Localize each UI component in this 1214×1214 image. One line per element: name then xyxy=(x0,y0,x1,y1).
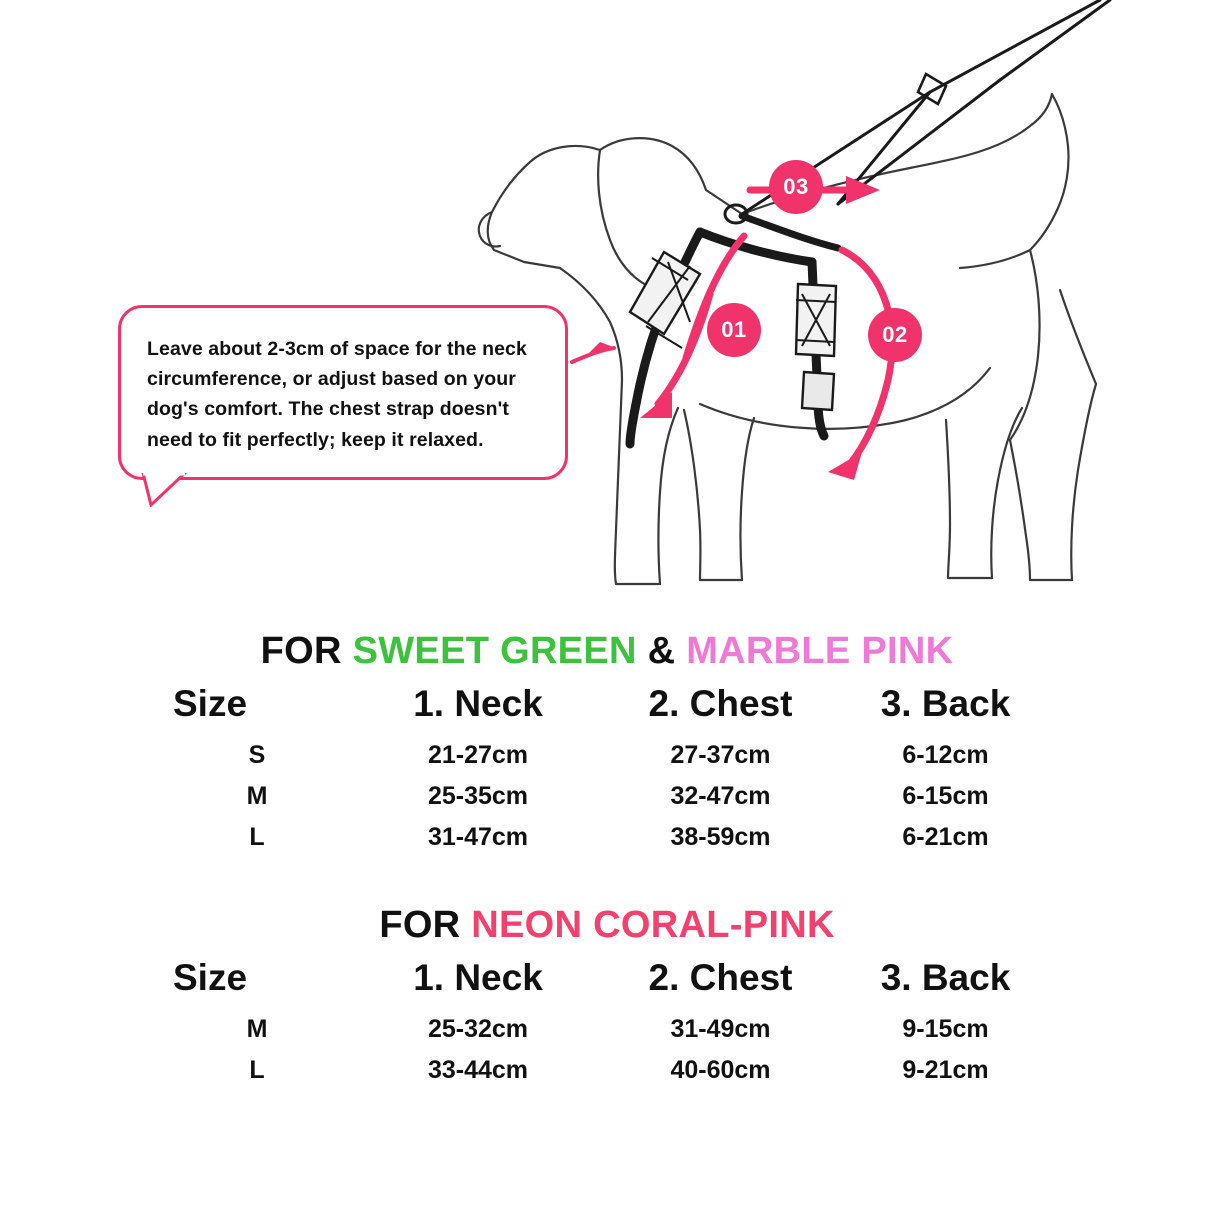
cell-chest: 27-37cm xyxy=(670,741,771,769)
padded-strap-front xyxy=(630,252,700,348)
size-table-block-1 xyxy=(0,630,1214,858)
table-title-1 xyxy=(0,630,1214,673)
cell-size: S xyxy=(248,741,266,769)
cell-back: 6-21cm xyxy=(902,823,989,851)
cell-chest: 32-47cm xyxy=(670,782,771,810)
cell-back: 6-12cm xyxy=(902,741,989,769)
title-part: NEON CORAL-PINK xyxy=(471,904,835,946)
buckle xyxy=(802,372,834,410)
cell-neck: 33-44cm xyxy=(427,1056,529,1084)
header-neck: 1. Neck xyxy=(413,957,543,998)
size-table-1 xyxy=(161,681,1053,858)
title-part: SWEET GREEN xyxy=(352,630,637,672)
cell-size: L xyxy=(249,1056,265,1084)
cell-neck: 25-32cm xyxy=(427,1015,529,1043)
cell-neck: 25-35cm xyxy=(427,782,529,810)
callout-tail xyxy=(141,473,187,507)
cell-chest: 38-59cm xyxy=(670,823,771,851)
table-title-2 xyxy=(0,904,1214,947)
cell-back: 6-15cm xyxy=(902,782,989,810)
cell-size: M xyxy=(246,1015,268,1043)
title-part: MARBLE PINK xyxy=(686,630,954,672)
size-tables xyxy=(0,630,1214,1091)
size-table-2 xyxy=(161,955,1053,1091)
table-row xyxy=(161,817,1053,858)
header-back: 3. Back xyxy=(880,957,1011,998)
header-neck: 1. Neck xyxy=(413,683,543,724)
header-size: Size xyxy=(173,957,248,998)
cell-back: 9-21cm xyxy=(902,1056,989,1084)
size-table-block-2 xyxy=(0,904,1214,1091)
cell-neck: 31-47cm xyxy=(427,823,529,851)
badge-back: 03 xyxy=(769,160,823,214)
header-chest: 2. Chest xyxy=(648,957,793,998)
header-chest: 2. Chest xyxy=(648,683,793,724)
callout-bubble xyxy=(118,305,568,480)
table-header-row xyxy=(161,955,1053,1009)
table-header-row xyxy=(161,681,1053,735)
cell-neck: 21-27cm xyxy=(427,741,529,769)
title-part: & xyxy=(636,630,687,672)
cell-back: 9-15cm xyxy=(902,1015,989,1043)
table-row xyxy=(161,1050,1053,1091)
badge-chest: 02 xyxy=(868,308,922,362)
header-back: 3. Back xyxy=(880,683,1011,724)
table-row xyxy=(161,776,1053,817)
title-part: FOR xyxy=(260,630,353,672)
callout-text: Leave about 2-3cm of space for the neck circumference, or adjust based on your dog's comfort. The chest strap doesn't need to fit perfectly; keep it relaxed. xyxy=(147,338,527,451)
table-row xyxy=(161,1009,1053,1050)
cell-chest: 40-60cm xyxy=(670,1056,771,1084)
header-size: Size xyxy=(173,683,248,724)
cell-size: L xyxy=(249,823,265,851)
title-part: FOR xyxy=(379,904,472,946)
cell-chest: 31-49cm xyxy=(670,1015,771,1043)
badge-neck: 01 xyxy=(707,303,761,357)
table-spacer xyxy=(0,858,1214,904)
padded-strap-chest xyxy=(796,284,836,356)
cell-size: M xyxy=(246,782,268,810)
table-row xyxy=(161,735,1053,776)
